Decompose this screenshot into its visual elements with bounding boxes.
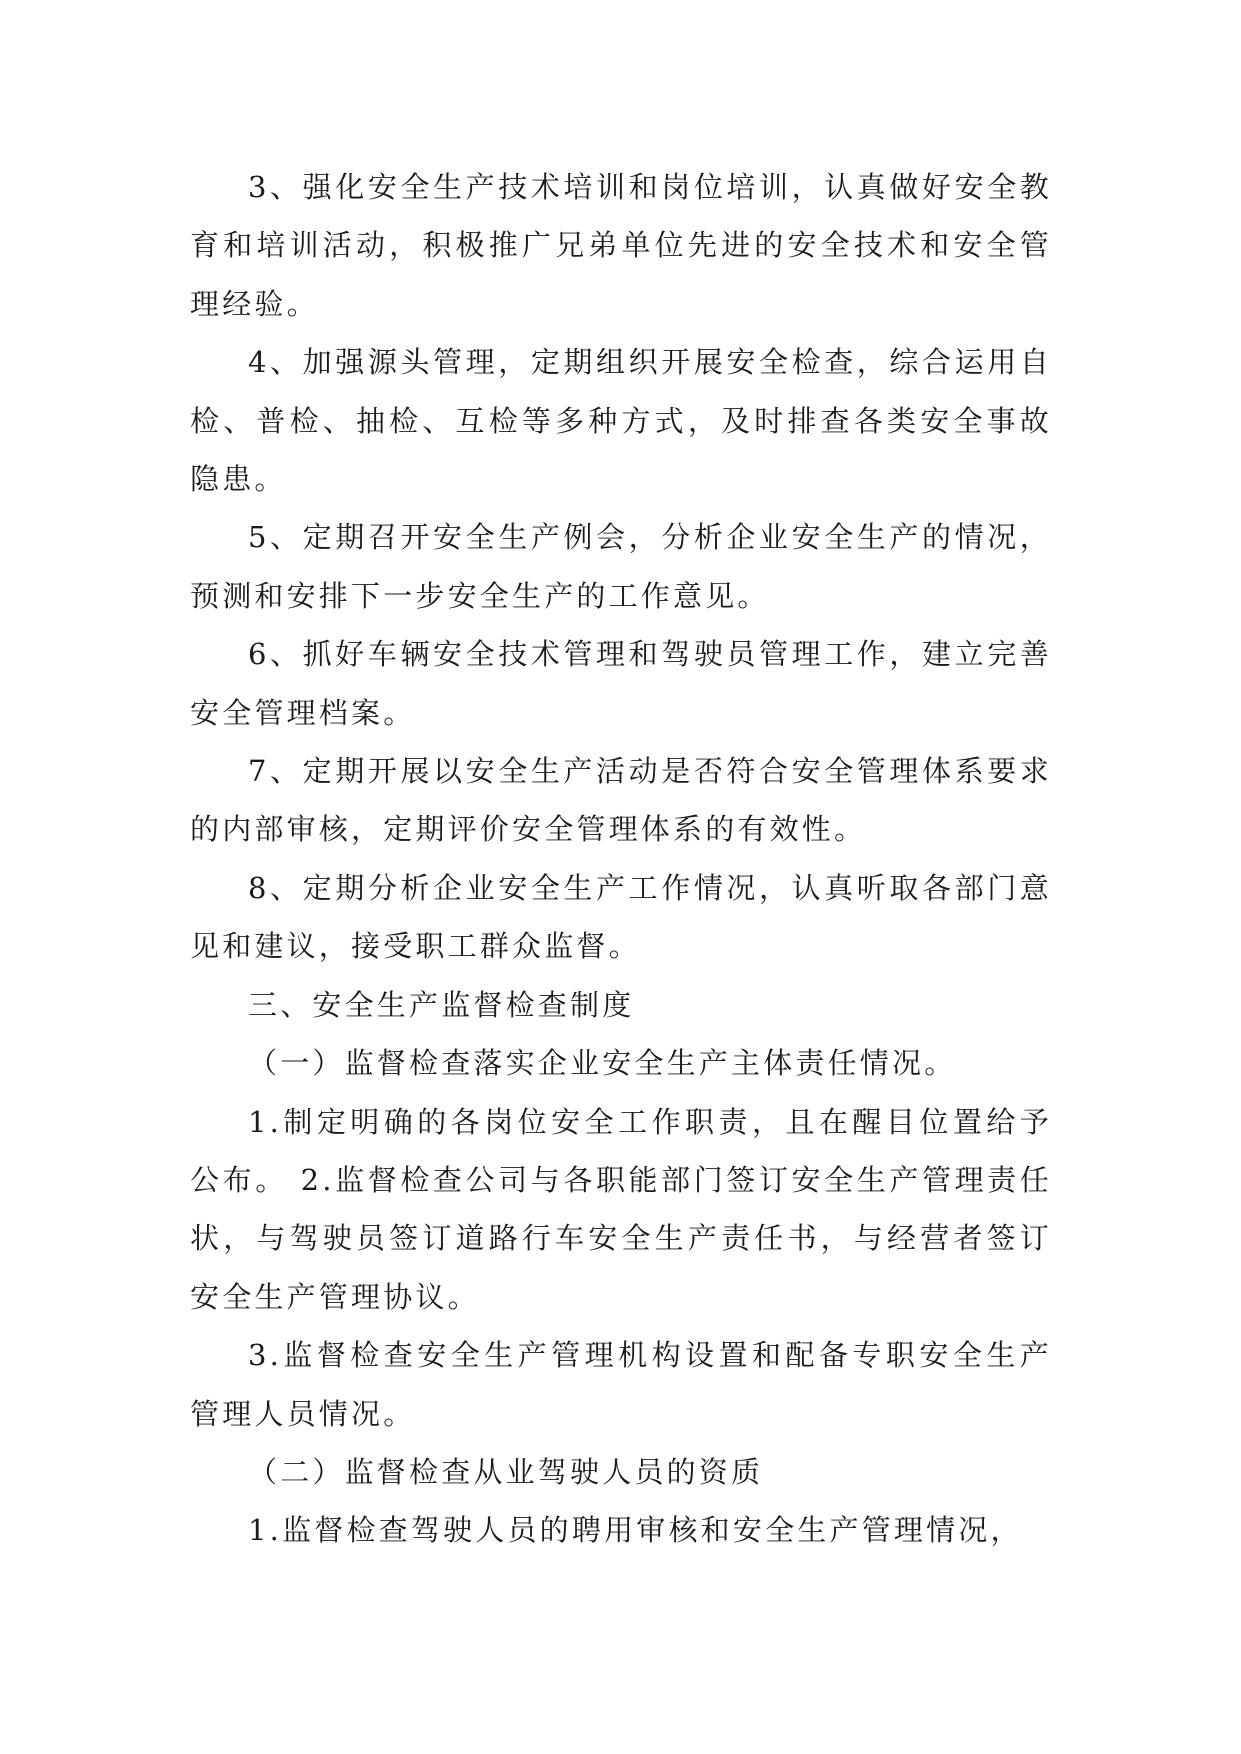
subsection-heading-1: （一）监督检查落实企业安全生产主体责任情况。: [248, 1046, 957, 1081]
paragraph-subitem-3: 3.监督检查安全生产管理机构设置和配备专职安全生产管理人员情况。: [190, 1338, 1052, 1431]
paragraph-item-7: 7、定期开展以安全生产活动是否符合安全管理体系要求的内部审核，定期评价安全管理体系的有效性。: [190, 754, 1052, 847]
section-heading-3: 三、安全生产监督检查制度: [248, 987, 635, 1022]
paragraph-item-8: 8、定期分析企业安全生产工作情况，认真听取各部门意见和建议，接受职工群众监督。: [190, 870, 1052, 964]
paragraph-item-6: 6、抓好车辆安全技术管理和驾驶员管理工作，建立完善安全管理档案。: [190, 637, 1052, 730]
document-body: [190, 158, 1052, 1560]
paragraph-item-5: 5、定期召开安全生产例会，分析企业安全生产的情况，预测和安排下一步安全生产的工作意见。: [190, 520, 1052, 613]
paragraph-subitem-2-1: 1.监督检查驾驶人员的聘用审核和安全生产管理情况，: [248, 1513, 1023, 1548]
paragraph-subitem-1-2: 1.制定明确的各岗位安全工作职责，且在醒目位置给予公布。 2.监督检查公司与各职能部门签订安全生产管理责任状，与驾驶员签订道路行车安全生产责任书，与经营者签订安全生产管理协议。: [190, 1104, 1052, 1314]
subsection-heading-2: （二）监督检查从业驾驶人员的资质: [248, 1454, 764, 1489]
paragraph-item-4: 4、加强源头管理，定期组织开展安全检查，综合运用自检、普检、抽检、互检等多种方式，及时排查各类安全事故隐患。: [190, 345, 1052, 497]
paragraph-item-3: 3、强化安全生产技术培训和岗位培训，认真做好安全教育和培训活动，积极推广兄弟单位先进的安全技术和安全管理经验。: [190, 170, 1052, 321]
